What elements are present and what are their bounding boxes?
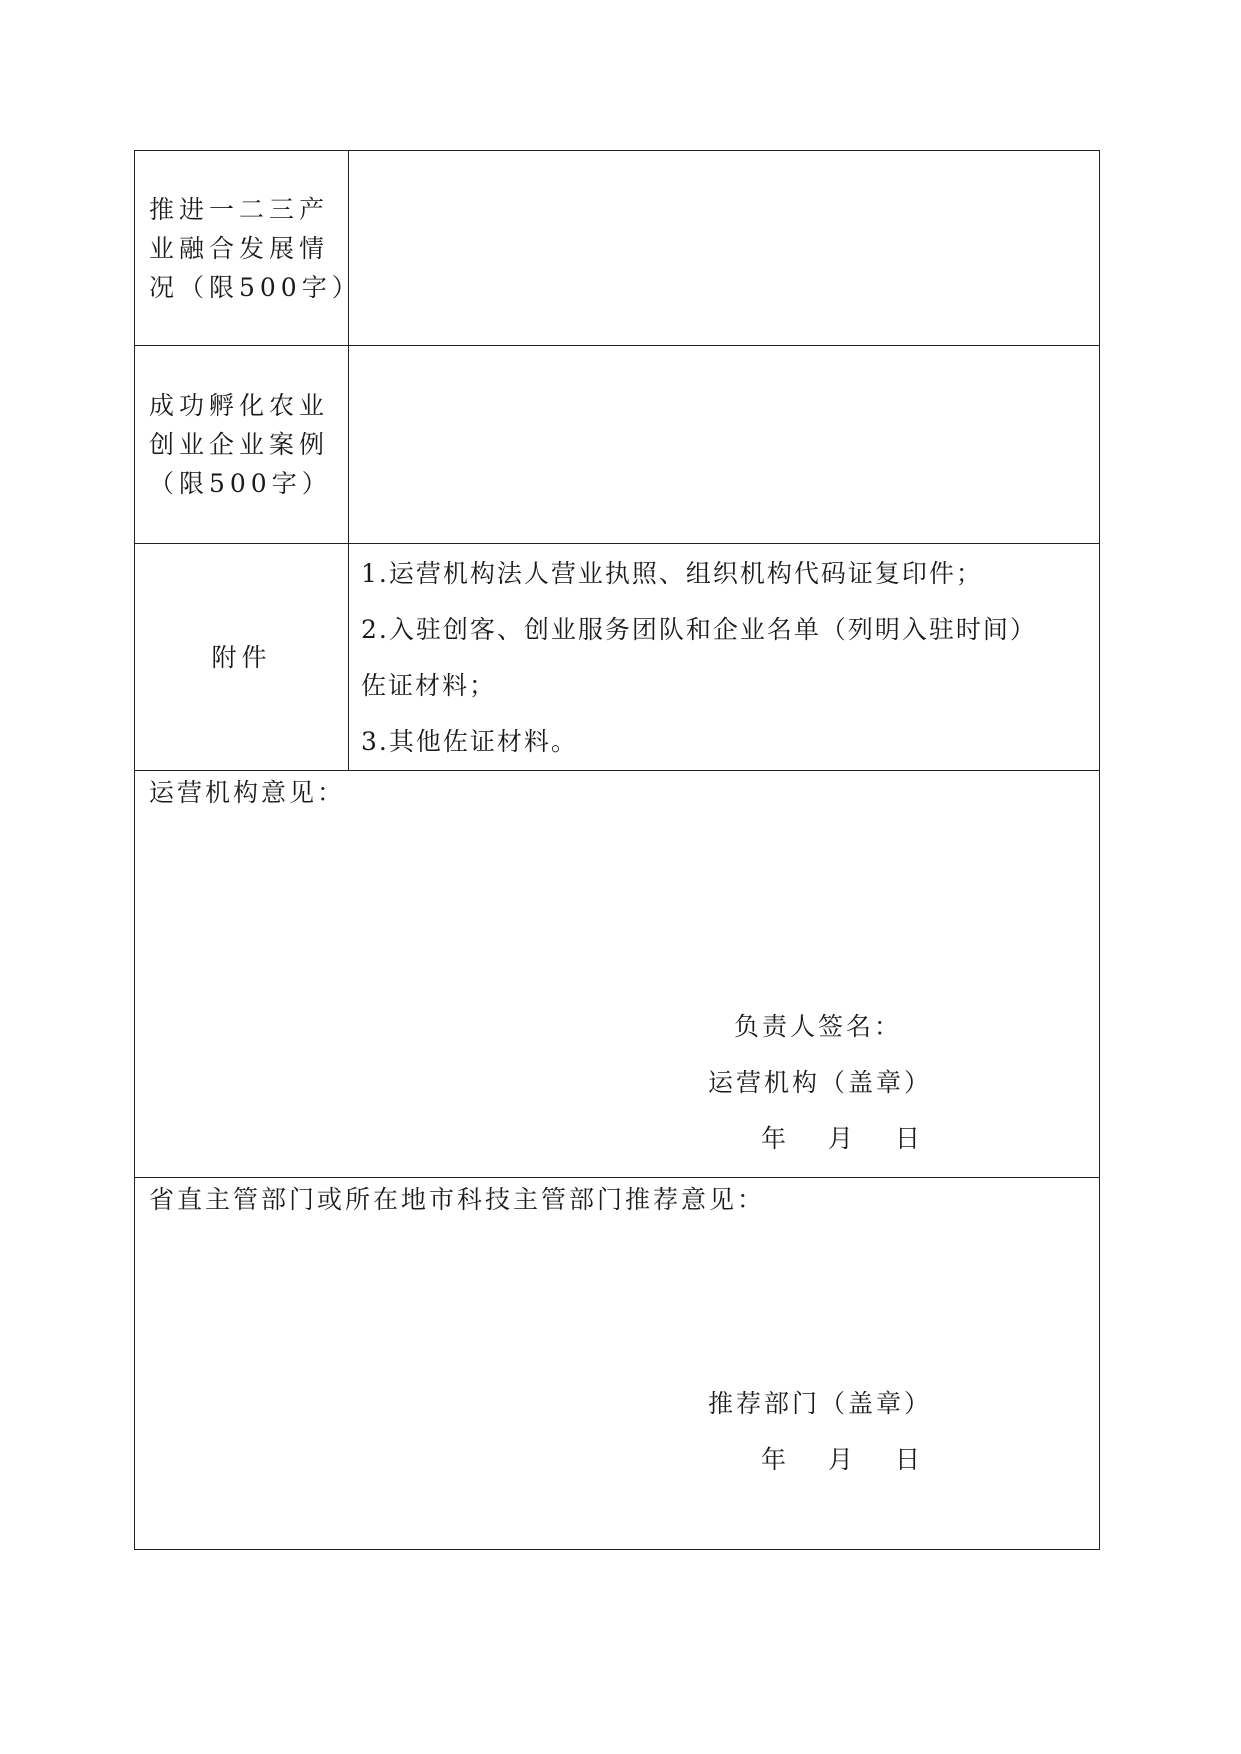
operator-date [761,1121,920,1157]
attachment-item: 3.其他佐证材料。 [361,727,578,756]
row-industry-integration [135,151,1099,345]
incubation-cases-label [135,346,349,543]
date-day: 日 [895,1124,921,1153]
row-attachments [135,543,1099,770]
date-year: 年 [761,1124,787,1153]
attachment-item: 1.运营机构法人营业执照、组织机构代码证复印件； [361,559,983,588]
label-line: 业融合发展情 [149,233,330,263]
recommendation-date [761,1442,920,1478]
attachments-label-text: 附件 [211,642,272,672]
recommending-dept-seal-label: 推荐部门（盖章） [708,1389,933,1418]
label-line: 创业企业案例 [149,430,330,459]
signer-signature-label: 负责人签名： [734,1012,903,1041]
row-operator-opinion [135,770,1099,1177]
industry-integration-label [135,151,362,345]
attachments-list [349,544,1099,770]
date-year: 年 [761,1445,787,1474]
industry-integration-input-area[interactable] [349,151,1099,345]
label-line: 推进一二三产 [149,194,330,224]
label-line: 成功孵化农业 [149,391,330,420]
label-line: （限500字） [149,469,332,498]
date-day: 日 [895,1445,921,1474]
date-month: 月 [828,1124,854,1153]
application-form-table [134,150,1100,1550]
row-incubation-cases [135,345,1099,543]
incubation-cases-input-area[interactable] [349,346,1099,543]
operator-opinion-title: 运营机构意见： [149,778,346,807]
attachments-label [135,544,349,770]
recommendation-title: 省直主管部门或所在地市科技主管部门推荐意见： [149,1185,766,1214]
label-line: 况（限500字） [149,272,362,302]
row-recommendation-opinion [135,1177,1099,1551]
attachment-item: 2.入驻创客、创业服务团队和企业名单（列明入驻时间） [361,615,1037,644]
operator-seal-label: 运营机构（盖章） [708,1068,933,1097]
date-month: 月 [828,1445,854,1474]
attachment-item: 佐证材料； [361,671,497,700]
